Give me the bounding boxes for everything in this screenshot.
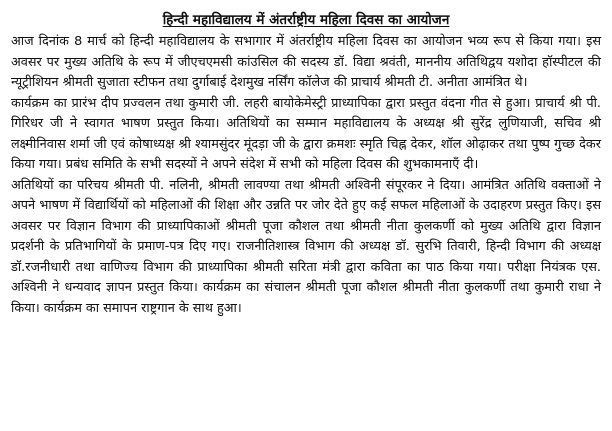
paragraph-intro: आज दिनांक 8 मार्च को हिन्दी महाविद्यालय के सभागार में अंतर्राष्ट्रीय महिला दिवस का आयोजन भव्य रूप से किया गया। इस अवसर पर मुख्य अतिथि के रूप में जीएचएमसी कांउसिल की सदस्य डॉ. विद्या श्रवंती, माननीय अतिथिद्वय यशोदा हॉस्पीटल की न्यूट्रीशियन श्रीमती सुजाता स्टीफन तथा दुर्गाबाई देशमुख नर्सिंग कॉलेज की प्राचार्य श्रीमती टी. अनीता आमंत्रित थे। xyxy=(11,34,601,90)
paragraph-guests: अतिथियों का परिचय श्रीमती पी. नलिनी, श्रीमती लावण्या तथा श्रीमती अश्विनी संपूरकर ने दिया। आमंत्रित अतिथि वक्ताओं ने अपने भाषण में विद्यार्थियों को महिलाओं की शिक्षा और उन्नति पर जोर देते हुए कई सफल महिलाओं के उदाहरण प्रस्तुत किए। इस अवसर पर विज्ञान विभाग की प्राध्यापिकाओं श्रीमती पूजा कौशल तथा श्रीमती नीता कुलकर्णी को मुख्य अतिथि द्वारा विज्ञान प्रदर्शनी के प्रतिभागियों के प्रमाण-पत्र दिए गए। राजनीतिशास्त्र विभाग की अध्यक्ष डॉ. सुरभि तिवारी, हिन्दी विभाग की अध्यक्ष डॉ.रजनीधारी तथा वाणिज्य विभाग की प्राध्यापिका श्रीमती सरिता मंत्री द्वारा कविता का पाठ किया गया। परीक्षा नियंत्रक एस. अश्विनी ने धन्यवाद ज्ञापन प्रस्तुत किया। कार्यक्रम का संचालन श्रीमती पूजा कौशल श्रीमती नीता कुलकर्णी तथा कुमारी राधा ने किया। कार्यक्रम का समापन राष्ट्रगान के साथ हुआ। xyxy=(11,177,601,316)
paragraph-program: कार्यक्रम का प्रारंभ दीप प्रज्वलन तथा कुमारी जी. लहरी बायोकेमेस्ट्री प्राध्यापिका द्वारा प्रस्तुत वंदना गीत से हुआ। प्राचार्य श्री पी. गिरिधर जी ने स्वागत भाषण प्रस्तुत किया। अतिथियों का सम्मान महाविद्यालय के अध्यक्ष श्री सुरेंद्र लुणियाजी, सचिव श्री लक्ष्मीनिवास शर्मा जी एवं कोषाध्यक्ष श्री श्यामसुंदर मूंदड़ा जी के द्वारा क्रमशः स्मृति चिह्न देकर, शॉल ओढ़ाकर तथा पुष्प गुच्छ देकर किया गया। प्रबंध समिति के सभी सदस्यों ने अपने संदेश में सभी को महिला दिवस की शुभकामनाएँ दी। xyxy=(11,95,601,172)
document-title: हिन्दी महाविद्यालय में अंतर्राष्ट्रीय महिला दिवस का आयोजन xyxy=(162,12,450,28)
